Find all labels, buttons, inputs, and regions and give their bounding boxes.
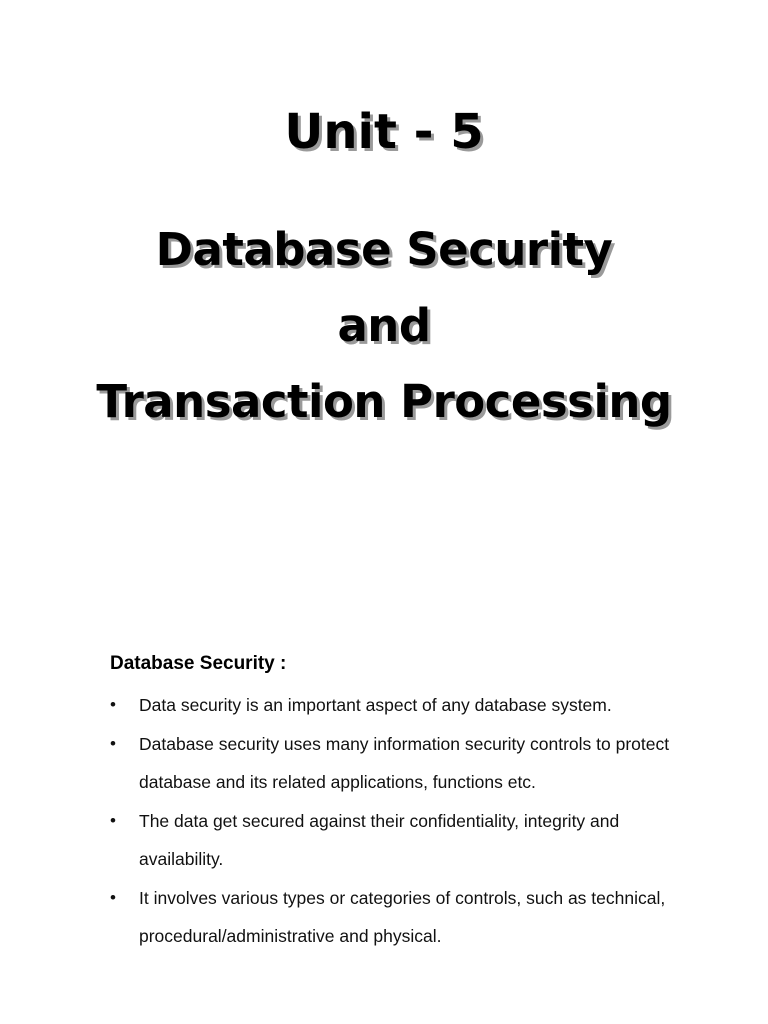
unit-title: Unit - 5 — [284, 104, 484, 160]
bullet-icon: • — [110, 695, 116, 714]
bullet-icon: • — [110, 733, 116, 753]
bullet-item — [110, 879, 670, 956]
section-heading: Database Security : — [110, 653, 287, 674]
database-security-section — [110, 648, 670, 956]
bullet-item — [110, 802, 670, 879]
topic-title-line: Database Security — [155, 223, 613, 276]
topic-title-line: Transaction Processing — [96, 375, 672, 428]
bullet-list — [110, 686, 670, 956]
bullet-item — [110, 686, 670, 725]
topic-title-line: and — [337, 299, 431, 352]
bullet-text: Data security is an important aspect of any database system. — [139, 695, 612, 715]
topic-title — [0, 212, 768, 440]
bullet-text: Database security uses many information security controls to protect database and its related applications, functions etc. — [139, 733, 670, 792]
bullet-text: The data get secured against their confidentiality, integrity and availability. — [139, 810, 620, 869]
bullet-item — [110, 725, 670, 802]
bullet-text: It involves various types or categories of controls, such as technical, procedural/administrative and physical. — [139, 887, 666, 946]
bullet-icon: • — [110, 887, 116, 907]
bullet-icon: • — [110, 810, 116, 830]
